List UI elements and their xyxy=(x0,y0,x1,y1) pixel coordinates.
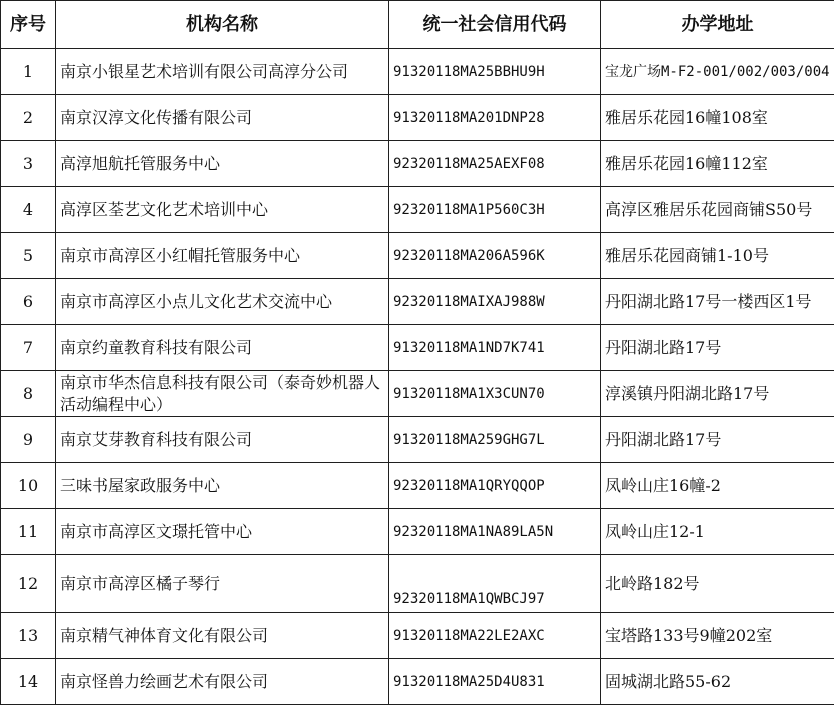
cell-address: 凤岭山庄16幢-2 xyxy=(601,463,834,509)
cell-address xyxy=(601,49,834,95)
cell-code: 92320118MA25AEXF08 xyxy=(389,141,601,187)
cell-address: 淳溪镇丹阳湖北路17号 xyxy=(601,371,834,417)
cell-address-text: 宝龙广场M-F2-001/002/003/004 xyxy=(605,64,830,80)
table-row xyxy=(1,187,834,233)
cell-no: 8 xyxy=(1,371,56,417)
cell-address: 固城湖北路55-62 xyxy=(601,659,834,705)
cell-no: 1 xyxy=(1,49,56,95)
header-code: 统一社会信用代码 xyxy=(389,1,601,49)
cell-name: 南京市高淳区小红帽托管服务中心 xyxy=(56,233,389,279)
cell-code: 91320118MA1X3CUN70 xyxy=(389,371,601,417)
cell-name: 南京怪兽力绘画艺术有限公司 xyxy=(56,659,389,705)
header-no: 序号 xyxy=(1,1,56,49)
cell-name: 高淳旭航托管服务中心 xyxy=(56,141,389,187)
cell-code: 92320118MA1NA89LA5N xyxy=(389,509,601,555)
table-row xyxy=(1,555,834,613)
table-header xyxy=(1,1,834,49)
cell-code: 92320118MA1QWBCJ97 xyxy=(389,555,601,613)
cell-no: 12 xyxy=(1,555,56,613)
cell-code: 91320118MA259GHG7L xyxy=(389,417,601,463)
cell-name: 南京精气神体育文化有限公司 xyxy=(56,613,389,659)
table-row xyxy=(1,509,834,555)
cell-name: 南京约童教育科技有限公司 xyxy=(56,325,389,371)
table-row xyxy=(1,613,834,659)
table-row xyxy=(1,233,834,279)
cell-name: 南京市华杰信息科技有限公司（泰奇妙机器人活动编程中心） xyxy=(56,371,389,417)
cell-code: 92320118MA206A596K xyxy=(389,233,601,279)
table-row xyxy=(1,463,834,509)
cell-code: 92320118MA1P560C3H xyxy=(389,187,601,233)
cell-address: 宝塔路133号9幢202室 xyxy=(601,613,834,659)
cell-code: 91320118MA1ND7K741 xyxy=(389,325,601,371)
cell-name: 南京市高淳区小点儿文化艺术交流中心 xyxy=(56,279,389,325)
cell-code: 91320118MA25BBHU9H xyxy=(389,49,601,95)
cell-name: 三味书屋家政服务中心 xyxy=(56,463,389,509)
cell-no: 6 xyxy=(1,279,56,325)
table-body xyxy=(1,49,834,705)
cell-code: 91320118MA201DNP28 xyxy=(389,95,601,141)
header-name: 机构名称 xyxy=(56,1,389,49)
cell-no: 7 xyxy=(1,325,56,371)
cell-no: 2 xyxy=(1,95,56,141)
cell-no: 4 xyxy=(1,187,56,233)
cell-no: 14 xyxy=(1,659,56,705)
cell-address: 雅居乐花园商铺1-10号 xyxy=(601,233,834,279)
cell-no: 9 xyxy=(1,417,56,463)
cell-no: 13 xyxy=(1,613,56,659)
table-row xyxy=(1,325,834,371)
header-row xyxy=(1,1,834,49)
cell-address: 丹阳湖北路17号一楼西区1号 xyxy=(601,279,834,325)
cell-code: 91320118MA22LE2AXC xyxy=(389,613,601,659)
cell-name: 高淳区荃艺文化艺术培训中心 xyxy=(56,187,389,233)
cell-code: 92320118MA1QRYQQOP xyxy=(389,463,601,509)
table-row xyxy=(1,95,834,141)
cell-code: 92320118MAIXAJ988W xyxy=(389,279,601,325)
cell-address: 雅居乐花园16幢112室 xyxy=(601,141,834,187)
cell-name: 南京艾芽教育科技有限公司 xyxy=(56,417,389,463)
table-row xyxy=(1,279,834,325)
cell-name: 南京市高淳区文璟托管中心 xyxy=(56,509,389,555)
cell-address: 凤岭山庄12-1 xyxy=(601,509,834,555)
cell-code: 91320118MA25D4U831 xyxy=(389,659,601,705)
cell-address: 雅居乐花园16幢108室 xyxy=(601,95,834,141)
table-row xyxy=(1,417,834,463)
cell-address: 高淳区雅居乐花园商铺S50号 xyxy=(601,187,834,233)
cell-no: 3 xyxy=(1,141,56,187)
cell-address: 丹阳湖北路17号 xyxy=(601,325,834,371)
cell-no: 11 xyxy=(1,509,56,555)
cell-address: 丹阳湖北路17号 xyxy=(601,417,834,463)
table-row xyxy=(1,371,834,417)
table-row xyxy=(1,49,834,95)
cell-no: 5 xyxy=(1,233,56,279)
table-row xyxy=(1,141,834,187)
header-address: 办学地址 xyxy=(601,1,834,49)
cell-name: 南京汉淳文化传播有限公司 xyxy=(56,95,389,141)
cell-name: 南京小银星艺术培训有限公司高淳分公司 xyxy=(56,49,389,95)
cell-no: 10 xyxy=(1,463,56,509)
cell-address: 北岭路182号 xyxy=(601,555,834,613)
cell-name: 南京市高淳区橘子琴行 xyxy=(56,555,389,613)
